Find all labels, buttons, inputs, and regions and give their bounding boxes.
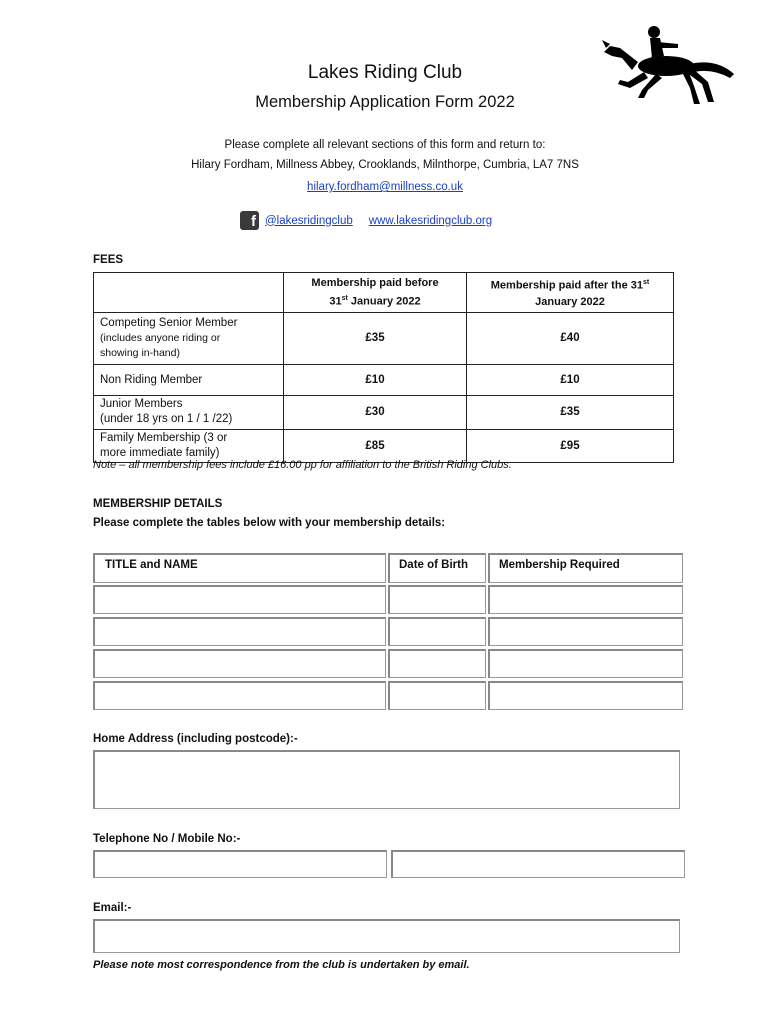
fees-row-before: £30 (284, 395, 467, 429)
col-dob-header: Date of Birth (399, 559, 468, 571)
fees-row-label: Family Membership (3 or (100, 431, 228, 444)
facebook-link[interactable]: @lakesridingclub (265, 214, 353, 227)
fees-row (94, 312, 674, 364)
fees-row-sub: more immediate family) (100, 446, 220, 459)
fees-header-after: Membership paid after the 31st January 2022 (467, 273, 674, 313)
mobile-field[interactable] (391, 850, 685, 878)
social-links (240, 211, 492, 230)
fees-row-after: £95 (467, 429, 674, 462)
member-required-field[interactable] (488, 681, 683, 710)
member-name-field[interactable] (93, 617, 386, 646)
member-required-field[interactable] (488, 585, 683, 614)
member-dob-field[interactable] (388, 617, 486, 646)
fees-note: Note – all membership fees include £16.00 pp for affiliation to the British Riding Clubs. (93, 459, 512, 471)
membership-heading: MEMBERSHIP DETAILS (93, 498, 223, 510)
fees-row-after: £40 (467, 312, 674, 364)
website-link[interactable]: www.lakesridingclub.org (368, 214, 493, 227)
email-label: Email:- (93, 902, 132, 914)
member-dob-field[interactable] (388, 585, 486, 614)
fees-row-before: £35 (284, 312, 467, 364)
member-required-field[interactable] (488, 617, 683, 646)
page-subtitle: Membership Application Form 2022 (255, 93, 515, 111)
address-label: Home Address (including postcode):- (93, 733, 298, 745)
fees-row-sub: (includes anyone riding or showing in-hand) (100, 331, 221, 359)
email-field[interactable] (93, 919, 680, 953)
telephone-field[interactable] (93, 850, 387, 878)
fees-row-before: £10 (284, 364, 467, 395)
page-title: Lakes Riding Club (307, 62, 463, 83)
fees-row (94, 429, 674, 462)
fees-row-label: Competing Senior Member (100, 316, 238, 329)
facebook-icon: f (240, 211, 259, 230)
fees-header-empty (94, 273, 284, 313)
fees-row-label: Junior Members (100, 398, 183, 411)
fees-heading: FEES (93, 254, 124, 266)
member-name-field[interactable] (93, 681, 386, 710)
member-name-field[interactable] (93, 649, 386, 678)
fees-row-after: £35 (467, 395, 674, 429)
fees-row (94, 395, 674, 429)
fees-row-sub: (under 18 yrs on 1 / 1 /22) (100, 413, 233, 426)
membership-instructions: Please complete the tables below with your membership details: (93, 517, 446, 529)
member-name-field[interactable] (93, 585, 386, 614)
telephone-label: Telephone No / Mobile No:- (93, 833, 241, 845)
intro-text-line2: Hilary Fordham, Millness Abbey, Crooklands, Milnthorpe, Cumbria, LA7 7NS (191, 159, 579, 171)
footer-note: Please note most correspondence from the club is undertaken by email. (93, 959, 470, 971)
member-dob-field[interactable] (388, 681, 486, 710)
fees-row-after: £10 (467, 364, 674, 395)
fees-table (93, 272, 674, 463)
fees-row-label: Non Riding Member (94, 364, 284, 395)
member-required-field[interactable] (488, 649, 683, 678)
address-field[interactable] (93, 750, 680, 809)
fees-row-before: £85 (284, 429, 467, 462)
fees-header-before: Membership paid before 31st January 2022 (284, 273, 467, 313)
contact-email-link[interactable]: hilary.fordham@millness.co.uk (307, 181, 463, 193)
col-required-header: Membership Required (499, 559, 620, 571)
member-dob-field[interactable] (388, 649, 486, 678)
fees-row (94, 364, 674, 395)
intro-text-line1: Please complete all relevant sections of this form and return to: (224, 139, 546, 151)
col-name-header: TITLE and NAME (105, 559, 198, 571)
